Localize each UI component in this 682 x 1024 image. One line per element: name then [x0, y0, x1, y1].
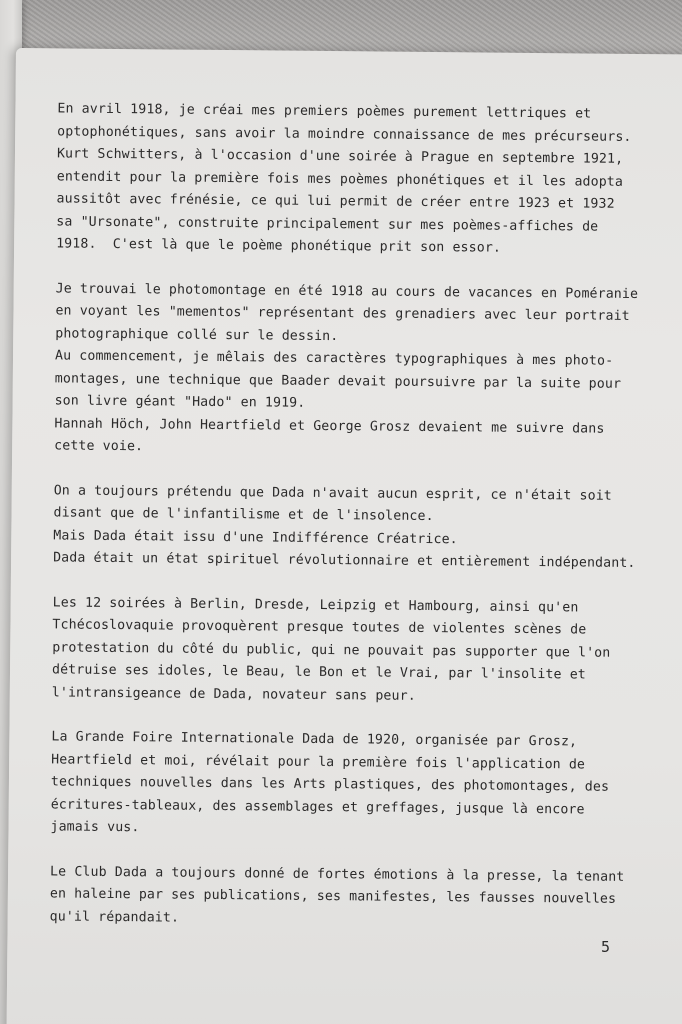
- text-line: Tchécoslovaquie provoquèrent presque toutes de violentes scènes de: [52, 617, 587, 638]
- text-line: en haleine par ses publications, ses manifestes, les fausses nouvelles: [49, 886, 617, 907]
- text-line: Le Club Dada a toujours donné de fortes émotions à la presse, la tenant: [50, 863, 625, 885]
- text-line: En avril 1918, je créai mes premiers poèmes purement lettriques et: [57, 101, 592, 122]
- page-body-text: [49, 98, 677, 956]
- paragraph-photomontage: [54, 278, 676, 464]
- text-line: jamais vus.: [50, 819, 140, 836]
- paragraph-phonetic-poems: [56, 98, 677, 261]
- text-line: Dada était un état spirituel révolutionnaire et entièrement indépendant.: [53, 550, 636, 571]
- text-line: Au commencement, je mêlais des caractères typographiques à mes photo-: [54, 348, 614, 369]
- text-line: sa "Ursonate", construite principalement sur mes poèmes-affiches de: [56, 213, 599, 235]
- paragraph-soirees: [52, 592, 673, 710]
- paragraph-club-dada: [50, 861, 671, 934]
- text-line: On a toujours prétendu que Dada n'avait aucun esprit, ce n'était soit: [53, 482, 612, 504]
- text-line: cette voie.: [54, 438, 144, 455]
- book-page: [6, 48, 682, 1024]
- text-line: Mais Dada était issu d'une Indifférence Créatrice.: [53, 527, 458, 547]
- text-line: l'intransigeance de Dada, novateur sans peur.: [51, 684, 416, 704]
- text-line: en voyant les "mementos" représentant des grenadiers avec leur portrait: [55, 303, 630, 324]
- text-line: Je trouvai le photomontage en été 1918 au cours de vacances en Poméranie: [55, 280, 639, 302]
- text-line: photographique collé sur le dessin.: [55, 325, 339, 344]
- paragraph-dada-spirit: [53, 480, 674, 576]
- text-line: optophonétiques, sans avoir la moindre connaissance de mes précurseurs.: [57, 123, 632, 145]
- text-line: son livre géant "Hado" en 1919.: [54, 393, 306, 411]
- text-line: détruise ses idoles, le Beau, le Bon et le Vrai, par l'insolite et: [51, 662, 587, 683]
- text-line: entendit pour la première fois mes poèmes phonétiques et il les adopta: [56, 168, 624, 190]
- page-number: 5: [601, 938, 611, 956]
- text-line: aussitôt avec frénésie, ce qui lui permit de créer entre 1923 et 1932: [56, 191, 615, 212]
- text-line: La Grande Foire Internationale Dada de 1920, organisée par Grosz,: [51, 729, 578, 750]
- paragraph-grande-foire: [50, 726, 671, 844]
- text-line: protestation du côté du public, qui ne pouvait pas supporter que l'on: [52, 639, 611, 661]
- text-line: montages, une technique que Baader devait poursuivre par la suite pour: [54, 370, 622, 392]
- text-line: Hannah Höch, John Heartfield et George Grosz devaient me suivre dans: [54, 415, 605, 437]
- text-line: disant que de l'infantilisme et de l'insolence.: [53, 505, 434, 525]
- text-line: 1918. C'est là que le poème phonétique prit son essor.: [56, 236, 502, 256]
- text-line: techniques nouvelles dans les Arts plastiques, des photomontages, des: [50, 774, 610, 795]
- text-line: Heartfield et moi, révélait pour la première fois l'application de: [51, 751, 586, 772]
- text-line: écritures-tableaux, des assemblages et greffages, jusque là encore: [50, 796, 585, 817]
- text-line: Les 12 soirées à Berlin, Dresde, Leipzig et Hambourg, ainsi qu'en: [52, 594, 579, 615]
- text-line: qu'il répandait.: [49, 908, 180, 926]
- text-line: Kurt Schwitters, à l'occasion d'une soirée à Prague en septembre 1921,: [56, 146, 624, 167]
